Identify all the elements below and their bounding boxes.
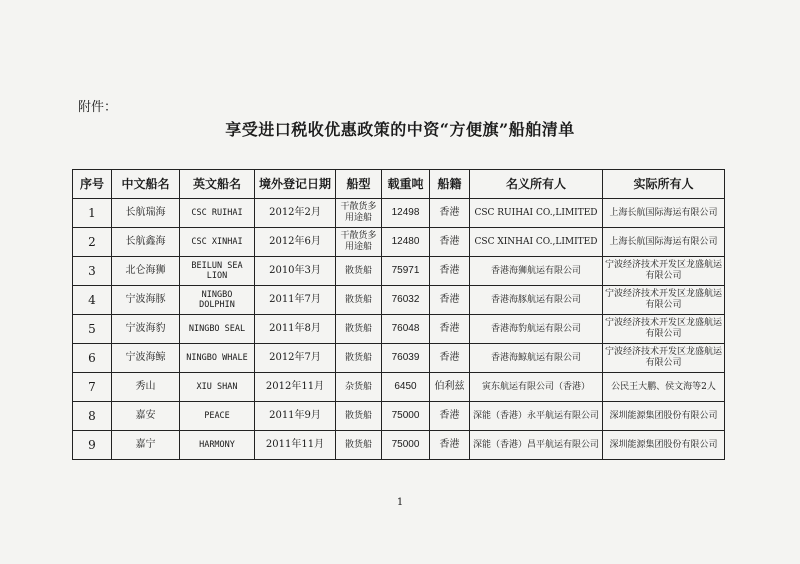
column-header: 序号: [73, 170, 112, 199]
table-body: [73, 199, 725, 460]
cell-deadweight: 12498: [382, 199, 430, 228]
cell-flag: 香港: [430, 228, 470, 257]
cell-english-name: NINGBO SEAL: [180, 315, 255, 344]
cell-number: 2: [73, 228, 112, 257]
cell-deadweight: 76048: [382, 315, 430, 344]
table-row: [73, 286, 725, 315]
cell-flag: 香港: [430, 257, 470, 286]
cell-ship-type: 干散货多用途船: [336, 199, 382, 228]
cell-flag: 香港: [430, 286, 470, 315]
cell-registration-date: 2010年3月: [255, 257, 336, 286]
cell-nominal-owner: 深能（香港）永平航运有限公司: [470, 402, 603, 431]
table-row: [73, 402, 725, 431]
cell-deadweight: 75000: [382, 402, 430, 431]
cell-chinese-name: 长航瑞海: [112, 199, 180, 228]
cell-chinese-name: 嘉安: [112, 402, 180, 431]
table-header: [73, 170, 725, 199]
table-row: [73, 431, 725, 460]
cell-number: 5: [73, 315, 112, 344]
cell-english-name: NINGBO DOLPHIN: [180, 286, 255, 315]
cell-deadweight: 75971: [382, 257, 430, 286]
cell-english-name: NINGBO WHALE: [180, 344, 255, 373]
cell-actual-owner: 宁波经济技术开发区龙盛航运有限公司: [603, 257, 725, 286]
table-row: [73, 228, 725, 257]
table-row: [73, 344, 725, 373]
cell-chinese-name: 秀山: [112, 373, 180, 402]
cell-deadweight: 12480: [382, 228, 430, 257]
cell-ship-type: 散货船: [336, 286, 382, 315]
cell-flag: 香港: [430, 344, 470, 373]
cell-deadweight: 6450: [382, 373, 430, 402]
header-row: [73, 170, 725, 199]
table-row: [73, 199, 725, 228]
cell-ship-type: 杂货船: [336, 373, 382, 402]
cell-chinese-name: 宁波海豹: [112, 315, 180, 344]
column-header: 中文船名: [112, 170, 180, 199]
column-header: 载重吨: [382, 170, 430, 199]
cell-number: 3: [73, 257, 112, 286]
cell-english-name: CSC RUIHAI: [180, 199, 255, 228]
cell-number: 8: [73, 402, 112, 431]
cell-actual-owner: 深圳能源集团股份有限公司: [603, 431, 725, 460]
cell-ship-type: 散货船: [336, 344, 382, 373]
cell-actual-owner: 上海长航国际海运有限公司: [603, 199, 725, 228]
column-header: 境外登记日期: [255, 170, 336, 199]
cell-number: 7: [73, 373, 112, 402]
cell-english-name: PEACE: [180, 402, 255, 431]
cell-registration-date: 2012年2月: [255, 199, 336, 228]
cell-flag: 香港: [430, 315, 470, 344]
cell-chinese-name: 宁波海鲸: [112, 344, 180, 373]
cell-flag: 伯利兹: [430, 373, 470, 402]
cell-chinese-name: 宁波海豚: [112, 286, 180, 315]
cell-deadweight: 76039: [382, 344, 430, 373]
cell-registration-date: 2011年8月: [255, 315, 336, 344]
cell-actual-owner: 宁波经济技术开发区龙盛航运有限公司: [603, 344, 725, 373]
cell-chinese-name: 北仑海狮: [112, 257, 180, 286]
column-header: 实际所有人: [603, 170, 725, 199]
cell-actual-owner: 公民王大鹏、侯文海等2人: [603, 373, 725, 402]
cell-nominal-owner: 香港海鲸航运有限公司: [470, 344, 603, 373]
cell-actual-owner: 深圳能源集团股份有限公司: [603, 402, 725, 431]
cell-number: 9: [73, 431, 112, 460]
cell-deadweight: 76032: [382, 286, 430, 315]
table-row: [73, 257, 725, 286]
cell-registration-date: 2011年7月: [255, 286, 336, 315]
cell-chinese-name: 长航鑫海: [112, 228, 180, 257]
cell-registration-date: 2012年11月: [255, 373, 336, 402]
column-header: 船籍: [430, 170, 470, 199]
cell-nominal-owner: 寅东航运有限公司（香港）: [470, 373, 603, 402]
cell-nominal-owner: 香港海狮航运有限公司: [470, 257, 603, 286]
page-number: 1: [396, 497, 404, 508]
cell-nominal-owner: 深能（香港）昌平航运有限公司: [470, 431, 603, 460]
cell-registration-date: 2011年9月: [255, 402, 336, 431]
cell-chinese-name: 嘉宁: [112, 431, 180, 460]
cell-flag: 香港: [430, 199, 470, 228]
cell-number: 6: [73, 344, 112, 373]
cell-nominal-owner: 香港海豹航运有限公司: [470, 315, 603, 344]
cell-actual-owner: 宁波经济技术开发区龙盛航运有限公司: [603, 315, 725, 344]
ship-list-table: [72, 169, 725, 460]
cell-actual-owner: 宁波经济技术开发区龙盛航运有限公司: [603, 286, 725, 315]
cell-actual-owner: 上海长航国际海运有限公司: [603, 228, 725, 257]
column-header: 英文船名: [180, 170, 255, 199]
cell-ship-type: 干散货多用途船: [336, 228, 382, 257]
cell-registration-date: 2011年11月: [255, 431, 336, 460]
cell-english-name: XIU SHAN: [180, 373, 255, 402]
cell-english-name: CSC XINHAI: [180, 228, 255, 257]
cell-flag: 香港: [430, 431, 470, 460]
document-title: 享受进口税收优惠政策的中资“方便旗”船舶清单: [225, 120, 575, 139]
cell-ship-type: 散货船: [336, 431, 382, 460]
cell-flag: 香港: [430, 402, 470, 431]
column-header: 船型: [336, 170, 382, 199]
cell-nominal-owner: CSC XINHAI CO.,LIMITED: [470, 228, 603, 257]
cell-nominal-owner: CSC RUIHAI CO.,LIMITED: [470, 199, 603, 228]
cell-english-name: BEILUN SEA LION: [180, 257, 255, 286]
cell-number: 4: [73, 286, 112, 315]
cell-number: 1: [73, 199, 112, 228]
cell-english-name: HARMONY: [180, 431, 255, 460]
cell-deadweight: 75000: [382, 431, 430, 460]
table-row: [73, 315, 725, 344]
column-header: 名义所有人: [470, 170, 603, 199]
table-row: [73, 373, 725, 402]
cell-registration-date: 2012年6月: [255, 228, 336, 257]
attachment-label: 附件：: [78, 100, 118, 115]
cell-ship-type: 散货船: [336, 315, 382, 344]
cell-nominal-owner: 香港海豚航运有限公司: [470, 286, 603, 315]
cell-ship-type: 散货船: [336, 257, 382, 286]
cell-ship-type: 散货船: [336, 402, 382, 431]
cell-registration-date: 2012年7月: [255, 344, 336, 373]
